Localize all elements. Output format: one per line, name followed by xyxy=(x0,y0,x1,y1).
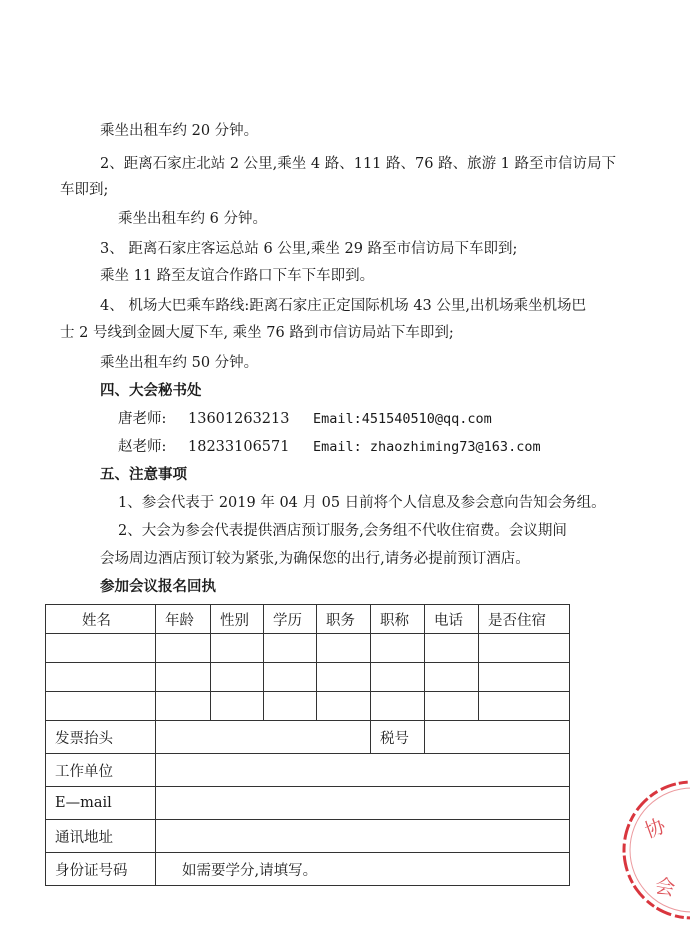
address-label: 通讯地址 xyxy=(46,820,156,853)
form-cell[interactable] xyxy=(425,634,479,663)
form-cell[interactable] xyxy=(479,663,570,692)
svg-text:协: 协 xyxy=(641,813,669,843)
registration-form-table xyxy=(45,604,570,886)
form-cell[interactable] xyxy=(46,663,156,692)
form-cell[interactable] xyxy=(317,634,371,663)
contact-2-phone: 18233106571 xyxy=(188,439,290,455)
tax-field[interactable] xyxy=(425,721,570,754)
id-field[interactable] xyxy=(156,853,570,886)
form-cell[interactable] xyxy=(371,692,425,721)
form-cell[interactable] xyxy=(156,634,211,663)
contact-1-email[interactable]: Email:451540510@qq.com xyxy=(313,411,492,427)
form-cell[interactable] xyxy=(211,663,264,692)
header-gender: 性别 xyxy=(211,605,264,634)
form-cell[interactable] xyxy=(317,692,371,721)
header-title: 职称 xyxy=(371,605,425,634)
route-3-line: 3、 距离石家庄客运总站 6 公里,乘坐 29 路至市信访局下车即到; xyxy=(100,241,518,257)
form-cell[interactable] xyxy=(479,692,570,721)
header-position: 职务 xyxy=(317,605,371,634)
notes-heading: 五、注意事项 xyxy=(100,467,187,483)
route-4-line-a: 4、 机场大巴乘车路线:距离石家庄正定国际机场 43 公里,出机场乘坐机场巴 xyxy=(100,298,586,314)
form-cell[interactable] xyxy=(156,692,211,721)
form-cell[interactable] xyxy=(46,692,156,721)
invoice-label: 发票抬头 xyxy=(46,721,156,754)
bus-11-line: 乘坐 11 路至友谊合作路口下车下车即到。 xyxy=(100,268,375,284)
form-cell[interactable] xyxy=(211,692,264,721)
invoice-field[interactable] xyxy=(156,721,371,754)
note-2-line-a: 2、大会为参会代表提供酒店预订服务,会务组不代收住宿费。会议期间 xyxy=(118,523,567,539)
form-cell[interactable] xyxy=(46,634,156,663)
contact-2-name: 赵老师: xyxy=(118,439,167,455)
form-cell[interactable] xyxy=(156,663,211,692)
header-accommodation: 是否住宿 xyxy=(479,605,570,634)
note-1-line: 1、参会代表于 2019 年 04 月 05 日前将个人信息及参会意向告知会务组。 xyxy=(118,495,606,511)
email-label: E—mail xyxy=(46,787,156,820)
header-phone: 电话 xyxy=(425,605,479,634)
email-field[interactable] xyxy=(156,787,570,820)
registration-form-title: 参加会议报名回执 xyxy=(100,579,216,595)
route-2-line-b: 车即到; xyxy=(60,182,109,198)
table-row xyxy=(46,634,570,663)
note-2-line-b: 会场周边酒店预订较为紧张,为确保您的出行,请务必提前预订酒店。 xyxy=(100,551,530,567)
address-field[interactable] xyxy=(156,820,570,853)
svg-text:会: 会 xyxy=(653,873,677,901)
contact-1-phone: 13601263213 xyxy=(188,411,290,427)
route-2-line-a: 2、距离石家庄北站 2 公里,乘坐 4 路、111 路、76 路、旅游 1 路至市信访局下 xyxy=(100,156,617,172)
taxi-50-line: 乘坐出租车约 50 分钟。 xyxy=(100,355,259,371)
contact-1-name: 唐老师: xyxy=(118,411,167,427)
form-cell[interactable] xyxy=(371,634,425,663)
taxi-6-line: 乘坐出租车约 6 分钟。 xyxy=(118,211,267,227)
id-label: 身份证号码 xyxy=(46,853,156,886)
red-seal-stamp xyxy=(612,770,690,930)
contact-2-email[interactable]: Email: zhaozhiming73@163.com xyxy=(313,439,541,455)
header-education: 学历 xyxy=(264,605,317,634)
form-cell[interactable] xyxy=(264,634,317,663)
table-row xyxy=(46,663,570,692)
tax-label: 税号 xyxy=(371,721,425,754)
taxi-20-line: 乘坐出租车约 20 分钟。 xyxy=(100,123,259,139)
table-row xyxy=(46,692,570,721)
form-cell[interactable] xyxy=(479,634,570,663)
work-field[interactable] xyxy=(156,754,570,787)
form-cell[interactable] xyxy=(264,663,317,692)
form-cell[interactable] xyxy=(264,692,317,721)
form-cell[interactable] xyxy=(425,692,479,721)
header-name: 姓名 xyxy=(46,605,156,634)
form-cell[interactable] xyxy=(317,663,371,692)
header-age: 年龄 xyxy=(156,605,211,634)
form-cell[interactable] xyxy=(425,663,479,692)
form-cell[interactable] xyxy=(371,663,425,692)
route-4-line-b: 士 2 号线到金圆大厦下车, 乘坐 76 路到市信访局站下车即到; xyxy=(60,325,454,341)
form-cell[interactable] xyxy=(211,634,264,663)
id-note: 如需要学分,请填写。 xyxy=(182,862,318,879)
work-label: 工作单位 xyxy=(46,754,156,787)
secretariat-heading: 四、大会秘书处 xyxy=(100,383,202,399)
